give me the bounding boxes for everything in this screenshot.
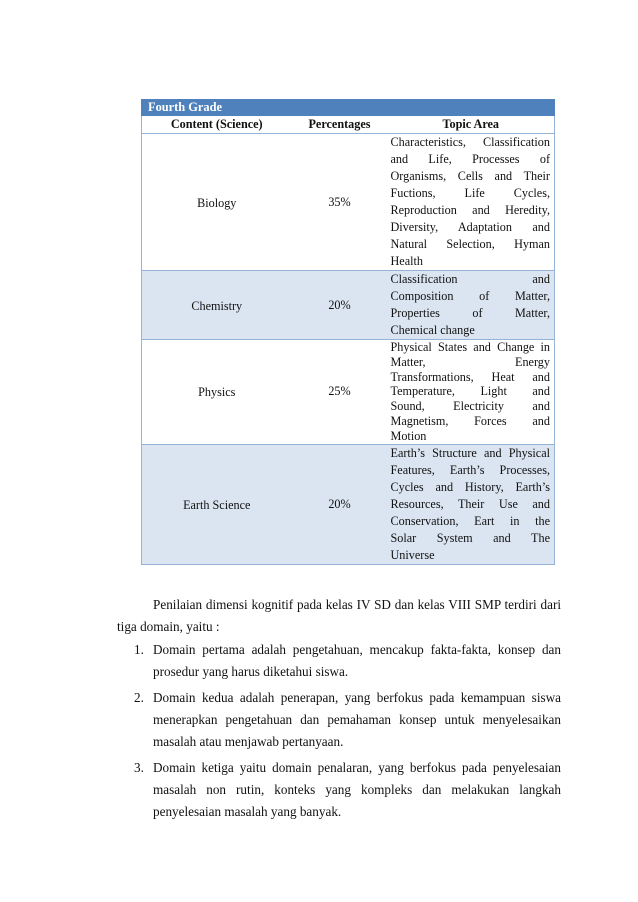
topic-line: Composition of Matter,	[390, 289, 550, 303]
topic-line: Sound, Electricity and	[390, 399, 550, 414]
cell-topic-area	[388, 340, 555, 445]
cell-content: Physics	[142, 340, 292, 445]
topic-line: and Life, Processes of	[390, 152, 550, 166]
topic-line: Transformations, Heat and	[390, 369, 550, 384]
topic-line: Health	[390, 254, 423, 268]
topic-line: Earth’s Structure and Physical	[390, 445, 550, 460]
topic-line: Characteristics, Classification	[390, 135, 550, 149]
topic-line: Physical States and Change in	[390, 340, 550, 354]
topic-line: Organisms, Cells and Their	[390, 169, 550, 183]
table-row	[142, 134, 555, 271]
cell-percentage: 35%	[292, 134, 388, 271]
table-row	[142, 444, 555, 564]
topic-line: Features, Earth’s Processes,	[390, 462, 550, 477]
topic-line: Solar System and The	[390, 530, 550, 545]
cell-percentage: 20%	[292, 271, 388, 340]
topic-line: Properties of Matter,	[390, 306, 550, 320]
domain-list-item	[117, 757, 561, 823]
grade-row	[142, 100, 555, 116]
science-content-table	[141, 99, 555, 565]
cell-percentage: 25%	[292, 340, 388, 445]
domain-text: Domain ketiga yaitu domain penalaran, yang berfokus pada penyelesaian masalah non rutin, konteks yang kompleks dan melakukan langkah penyelesaian masalah yang banyak.	[153, 760, 561, 819]
domain-list-item	[117, 687, 561, 753]
cell-percentage: 20%	[292, 444, 388, 564]
table-row	[142, 340, 555, 445]
topic-line: Chemical change	[390, 323, 475, 337]
table-header-row	[142, 116, 555, 134]
topic-line: Temperature, Light and	[390, 384, 550, 399]
cell-topic-area	[388, 271, 555, 340]
topic-line: Natural Selection, Hyman	[390, 237, 550, 251]
cell-content: Biology	[142, 134, 292, 271]
domain-list-item	[117, 639, 561, 683]
domain-text: Domain pertama adalah pengetahuan, mencakup fakta-fakta, konsep dan prosedur yang harus diketahui siswa.	[153, 642, 561, 679]
topic-line: Conservation, Eart in the	[390, 513, 550, 528]
header-content: Content (Science)	[142, 116, 292, 134]
intro-paragraph	[117, 594, 561, 638]
cell-topic-area	[388, 444, 555, 564]
topic-line: Magnetism, Forces and	[390, 413, 550, 428]
domain-list	[117, 639, 561, 827]
topic-line: Motion	[390, 428, 427, 443]
topic-line: Diversity, Adaptation and	[390, 220, 550, 234]
cell-content: Earth Science	[142, 444, 292, 564]
domain-text: Domain kedua adalah penerapan, yang berfokus pada kemampuan siswa menerapkan pengetahuan dan pemahaman konsep untuk menyelesaikan masalah atau menjawab pertanyaan.	[153, 690, 561, 749]
header-percentages: Percentages	[292, 116, 388, 134]
list-number: 1.	[134, 642, 144, 657]
list-number: 2.	[134, 690, 144, 705]
topic-line: Fuctions, Life Cycles,	[390, 186, 550, 200]
intro-paragraph-text: Penilaian dimensi kognitif pada kelas IV SD dan kelas VIII SMP terdiri dari tiga domain, yaitu :	[117, 597, 561, 634]
cell-content: Chemistry	[142, 271, 292, 340]
table-body	[142, 134, 555, 565]
header-topic-area: Topic Area	[388, 116, 555, 134]
topic-line: Universe	[390, 547, 435, 562]
science-content-table-wrapper	[141, 99, 554, 565]
cell-topic-area	[388, 134, 555, 271]
table-row	[142, 271, 555, 340]
list-number: 3.	[134, 760, 144, 775]
topic-line: Reproduction and Heredity,	[390, 203, 550, 217]
topic-line: Classification and	[390, 272, 550, 286]
topic-line: Cycles and History, Earth’s	[390, 479, 550, 494]
topic-line: Matter, Energy	[390, 354, 550, 369]
grade-title: Fourth Grade	[142, 100, 555, 116]
topic-line: Resources, Their Use and	[390, 496, 550, 511]
